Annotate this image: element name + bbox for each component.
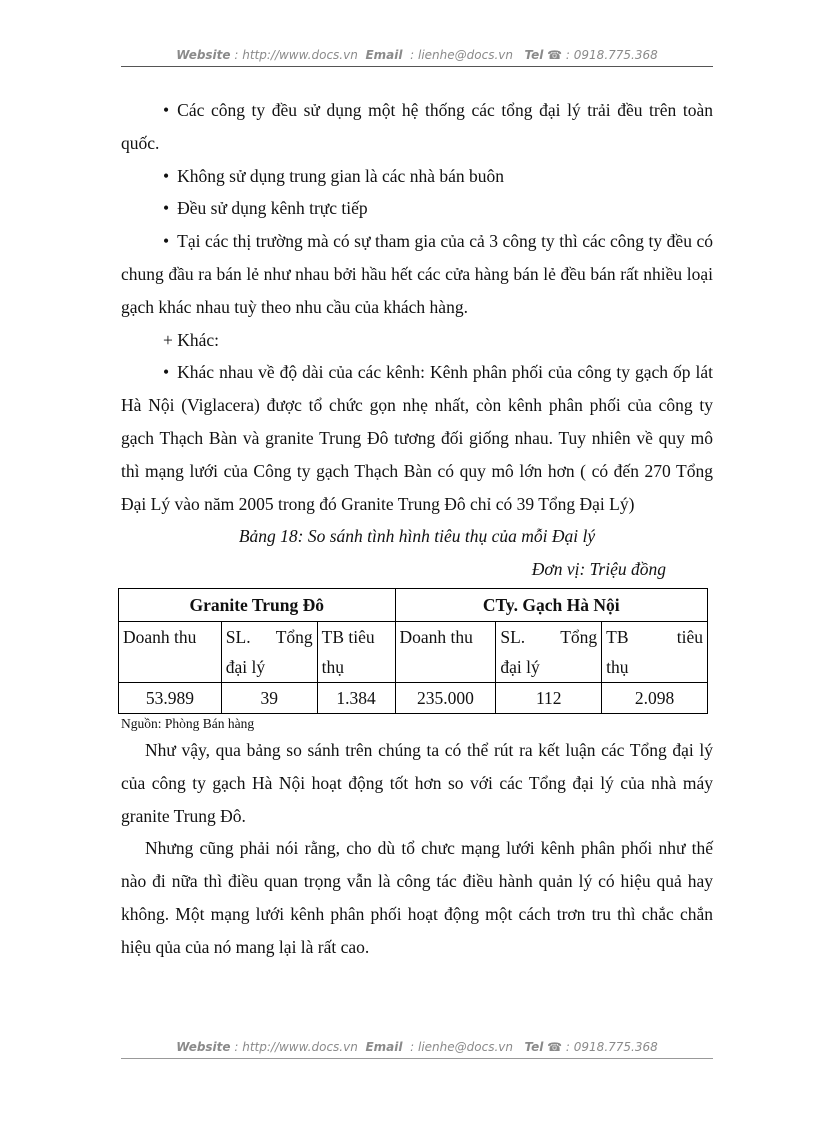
col-count-1-b: Tổng [275, 626, 313, 647]
conclusion-paragraph-2: Nhưng cũng phải nói rằng, cho dù tổ chưc mạng lưới kênh phân phối như thế nào đi nữa thì điều quan trọng vẫn là công tác điều hành quản lý có hiệu quả hay không. Một mạng lưới kênh phân phối hoạt động một cách trơn tru thì chắc chắn hiệu qủa của nó mang lại là rất cao. [121, 838, 713, 957]
group-header-granite: Granite Trung Đô [119, 588, 396, 621]
col-avg-2-a: TB [606, 626, 629, 647]
col-count-1-c: đại lý [225, 656, 266, 677]
page-footer [121, 1040, 713, 1059]
group-header-hanoi: CTy. Gạch Hà Nội [395, 588, 707, 621]
col-count-1-a: SL. [225, 626, 251, 647]
col-avg-1-full: TB tiêu [321, 626, 375, 647]
table-caption: Bảng 18: So sánh tình hình tiêu thụ của mỗi Đại lý [238, 526, 596, 547]
table-unit: Đơn vị: Triệu đồng [531, 559, 666, 580]
col-avg-2-c: thụ [606, 656, 629, 677]
document-body [121, 94, 713, 964]
g1-count-cell: 39 [221, 682, 317, 713]
table-header-row [119, 588, 708, 621]
col-count-1 [221, 621, 317, 682]
header-email-label: Email [365, 48, 403, 62]
table-source: Nguồn: Phòng Bán hàng [121, 715, 255, 731]
g1-revenue-cell: 53.989 [119, 682, 222, 713]
col-count-2 [496, 621, 602, 682]
table-subheader-row [119, 621, 708, 682]
col-avg-1 [317, 621, 395, 682]
g2-count-cell: 112 [496, 682, 602, 713]
footer-website-value: : http://www.docs.vn [234, 1040, 358, 1054]
comparison-table [118, 588, 708, 714]
col-count-2-a: SL. [500, 626, 526, 647]
g2-avg-cell: 2.098 [602, 682, 708, 713]
col-avg-1-c: thụ [321, 656, 345, 677]
col-avg-2-b: tiêu [676, 626, 703, 647]
col-avg-2 [602, 621, 708, 682]
footer-email-label: Email [365, 1040, 403, 1054]
conclusion-paragraph-1: Như vậy, qua bảng so sánh trên chúng ta có thể rút ra kết luận các Tổng đại lý của công ty gạch Hà Nội hoạt động tốt hơn so với các Tổng đại lý của nhà máy granite Trung Đô. [121, 739, 713, 826]
page-header [121, 48, 713, 67]
bullet-paragraph-4: • Tại các thị trường mà có sự tham gia của cả 3 công ty thì các công ty đều có chung đầu ra bán lẻ như nhau bởi hầu hết các cửa hàng bán lẻ đều bán rất nhiều loại gạch khác nhau tuỳ theo nhu cầu của khách hàng. [121, 225, 713, 323]
bullet-paragraph-5: • Khác nhau về độ dài của các kênh: Kênh phân phối của công ty gạch ốp lát Hà Nội (Viglacera) được tổ chức gọn nhẹ nhất, còn kênh phân phối của công ty gạch Thạch Bàn và granite Trung Đô tương đối giống nhau. Tuy nhiên về quy mô thì mạng lưới của Công ty gạch Thạch Bàn có quy mô lớn hơn ( có đến 270 Tổng Đại Lý vào năm 2005 trong đó Granite Trung Đô chỉ có 39 Tổng Đại Lý) [121, 356, 713, 520]
table-row [119, 682, 708, 713]
bullet-paragraph-1: • Các công ty đều sử dụng một hệ thống các tổng đại lý trải đều trên toàn quốc. [121, 94, 713, 160]
footer-tel-value: ☎ : 0918.775.368 [547, 1040, 658, 1054]
header-email-value: : lienhe@docs.vn [410, 48, 513, 62]
col-revenue-1: Doanh thu [119, 621, 222, 682]
g2-revenue-cell: 235.000 [395, 682, 496, 713]
col-count-2-b: Tổng [560, 626, 598, 647]
section-label-khac: + Khác: [163, 329, 220, 350]
col-count-2-c: đại lý [500, 656, 540, 677]
footer-website-label: Website [176, 1040, 231, 1054]
g1-avg-cell: 1.384 [317, 682, 395, 713]
header-tel-value: ☎ : 0918.775.368 [547, 48, 658, 62]
header-website-label: Website [176, 48, 231, 62]
footer-tel-label: Tel [524, 1040, 544, 1054]
bullet-paragraph-2: • Không sử dụng trung gian là các nhà bán buôn [121, 160, 713, 193]
bullet-paragraph-3: • Đều sử dụng kênh trực tiếp [121, 192, 713, 225]
header-tel-label: Tel [524, 48, 544, 62]
header-website-value: : http://www.docs.vn [234, 48, 358, 62]
footer-email-value: : lienhe@docs.vn [410, 1040, 513, 1054]
col-revenue-2: Doanh thu [395, 621, 496, 682]
